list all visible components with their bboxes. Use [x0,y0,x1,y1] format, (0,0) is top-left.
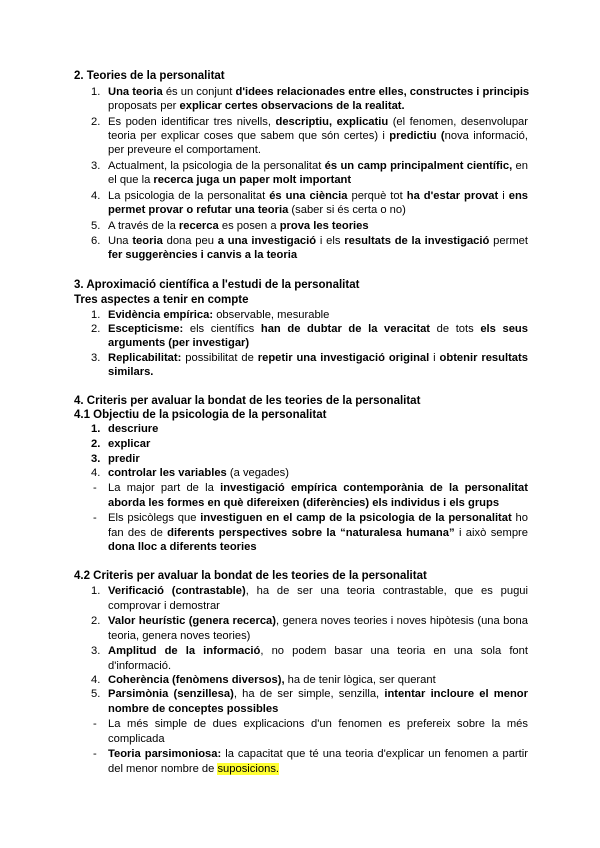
bold-run: obtenir resultats [439,352,528,364]
section-3-subtitle: Tres aspectes a tenir en compte [74,294,249,306]
section-3-heading: 3. Aproximació científica a l'estudi de la personalitat [74,279,360,291]
text-run: comprovar i demostrar [108,600,220,612]
text-run: (a vegades) [226,467,289,479]
criterion-3-line-1 [108,645,528,657]
criterion-1-line-2 [108,600,220,612]
dash-3-mark: - [93,718,97,730]
s3-item-2-line-2 [108,337,249,349]
s2-item-4-line-1 [108,190,528,202]
s3-item-2-line-1 [108,323,528,335]
s2-item-6-line-1 [108,235,528,247]
text-run: observable, mesurable [213,309,330,321]
text-run: fan des de [108,527,168,539]
s2-item-2-line-1 [108,116,528,128]
bold-run: descriure [108,423,159,435]
bold-run: investigació empírica contemporània de la personalitat [220,482,528,494]
text-run: el que la [108,174,154,186]
bold-run: han de dubtar de la veracitat [260,323,431,335]
section-4-1-heading: 4.1 Objectiu de la psicologia de la personalitat [74,409,327,421]
bold-run: predictiu ( [389,130,445,142]
s2-item-2-line-3 [108,144,261,156]
text-run: per preveure el comportament. [108,144,261,156]
criterion-5-line-1 [108,688,528,700]
highlighted-word: suposicions. [217,763,280,775]
bold-run: similars. [108,366,154,378]
text-run: i això sempre [454,527,529,539]
dash-4-line-2 [108,763,279,775]
text-run: proposats per [108,100,180,112]
text-run: ho [511,512,528,524]
text-run: (saber si és certa o no) [288,204,406,216]
bold-run: Valor heurístic (genera recerca) [108,615,277,627]
bold-run: predir [108,453,140,465]
bold-run: permet provar o refutar una teoria [108,204,289,216]
bold-run: arguments (per investigar) [108,337,250,349]
dash-4-mark: - [93,748,97,760]
criterion-4-line-1 [108,674,436,686]
text-run: es posen a [218,220,280,232]
s2-item-3-line-1 [108,160,528,172]
text-run: i [498,190,509,202]
text-run: La major part de la [108,482,221,494]
bold-run: Una teoria [108,86,163,98]
s2-item-5-number: 5. [91,220,101,232]
text-run: la capacitat que té una teoria d'explicar un fenomen a partir [221,748,528,760]
bold-run: Coherència (fenòmens diversos), [108,674,285,686]
goal-1-number: 1. [91,423,101,435]
bold-run: investiguen en el camp de la psicologia de la personalitat [200,512,512,524]
text-run: , no podem basar una teoria en una sola font [260,645,528,657]
text-run: Els psicòlegs que [108,512,201,524]
s3-item-1-number: 1. [91,309,101,321]
s3-item-1-line-1 [108,309,329,321]
bold-run: controlar les variables [108,467,227,479]
s3-item-3-line-2 [108,366,153,378]
bold-run: d'idees relacionades entre elles, constructes i principis [235,86,530,98]
goal-2-number: 2. [91,438,101,450]
bold-run: explicar certes observacions de la realitat. [179,100,405,112]
bold-run: aborda les formes en què difereixen (diferències) els individus i els grups [108,497,500,509]
text-run: teoria, genera noves teories) [108,630,251,642]
bold-run: teoria [132,235,163,247]
text-run: possibilitat de [181,352,258,364]
text-run: i [429,352,440,364]
dash-3-line-2 [108,733,165,745]
bold-run: Verificació (contrastable) [108,585,246,597]
bold-run: recerca [178,220,219,232]
dash-4-line-2-text: del menor nombre de [108,763,218,775]
s2-item-1-number: 1. [91,86,101,98]
bold-run: dona lloc a diferents teories [108,541,257,553]
text-run: d'informació. [108,660,172,672]
bold-run: els seus [480,323,528,335]
text-run: i els [316,235,345,247]
s2-item-1-line-2 [108,100,405,112]
criterion-1-line-1 [108,585,528,597]
s2-item-2-line-2 [108,130,528,142]
criterion-3-number: 3. [91,645,101,657]
bold-run: repetir una investigació original [257,352,430,364]
text-run: de tots [430,323,481,335]
bold-run: resultats de la investigació [344,235,490,247]
bold-run: prova les teories [279,220,369,232]
goal-2-text [108,438,150,450]
dash-2-line-3 [108,541,257,553]
s2-item-4-number: 4. [91,190,101,202]
criterion-2-number: 2. [91,615,101,627]
dash-2-line-1 [108,512,528,524]
section-2-heading: 2. Teories de la personalitat [74,70,225,82]
text-run: , ha de ser una teoria contrastable, que es pugui [245,585,528,597]
goal-3-text [108,453,140,465]
bold-run: és un camp principalment científic, [324,160,513,172]
bold-run: explicar [108,438,151,450]
bold-run: descriptiu, explicatiu [275,116,389,128]
text-run: La psicologia de la personalitat [108,190,270,202]
text-run: en [512,160,528,172]
bold-run: intentar incloure el menor [384,688,528,700]
bold-run: a una investigació [217,235,317,247]
text-run: és un conjunt [162,86,236,98]
dash-4-line-1 [108,748,528,760]
text-run: Es poden identificar tres nivells, [108,116,276,128]
text-run: els científics [183,323,261,335]
text-run: , genera noves teories i noves hipòtesis (una bona [276,615,528,627]
bold-run: Amplitud de la informació [108,645,261,657]
text-run: (el fenomen, desenvolupar [388,116,528,128]
bold-run: nombre de conceptes possibles [108,703,279,715]
dash-2-mark: - [93,512,97,524]
text-run: ha de tenir lògica, ser querant [284,674,436,686]
section-4-heading: 4. Criteris per avaluar la bondat de les teories de la personalitat [74,395,421,407]
bold-run: Teoria parsimoniosa: [108,748,222,760]
s2-item-3-line-2 [108,174,351,186]
bold-run: Evidència empírica: [108,309,214,321]
text-run: Una [108,235,133,247]
bold-run: Parsimònia (senzillesa) [108,688,234,700]
dash-3-line-1 [108,718,528,730]
bold-run: és una ciència [269,190,348,202]
bold-run: ens [508,190,528,202]
goal-1-text [108,423,158,435]
text-run: A través de la [108,220,179,232]
s2-item-3-number: 3. [91,160,101,172]
text-run: La més simple de dues explicacions d'un fenomen es prefereix sobre la més [108,718,528,730]
s2-item-2-number: 2. [91,116,101,128]
text-run: , ha de ser simple, senzilla, [233,688,385,700]
bold-run: ha d'estar provat [406,190,499,202]
goal-4-text [108,467,289,479]
section-4-2-heading: 4.2 Criteris per avaluar la bondat de les teories de la personalitat [74,570,427,582]
s2-item-4-line-2 [108,204,406,216]
criterion-2-line-2 [108,630,250,642]
text-run: complicada [108,733,165,745]
goal-3-number: 3. [91,453,101,465]
text-run: nova informació, [444,130,528,142]
text-run: perquè tot [347,190,407,202]
criterion-1-number: 1. [91,585,101,597]
s2-item-1-line-1 [108,86,528,98]
dash-1-mark: - [93,482,97,494]
criterion-3-line-2 [108,660,171,672]
criterion-5-line-2 [108,703,278,715]
dash-1-line-1 [108,482,528,494]
s3-item-2-number: 2. [91,323,101,335]
s2-item-6-number: 6. [91,235,101,247]
s2-item-5-line-1 [108,220,369,232]
bold-run: Escepticisme: [108,323,184,335]
text-run: permet [489,235,528,247]
bold-run: Replicabilitat: [108,352,182,364]
goal-4-number: 4. [91,467,101,479]
bold-run: fer suggerències i canvis a la teoria [108,249,298,261]
s2-item-6-line-2 [108,249,297,261]
text-run: teoria per explicar coses que sabem que són certes) i [108,130,390,142]
s3-item-3-number: 3. [91,352,101,364]
bold-run: diferents perspectives sobre la “naturalesa humana” [167,527,455,539]
text-run: dona peu [162,235,218,247]
criterion-4-number: 4. [91,674,101,686]
text-run: Actualment, la psicologia de la personalitat [108,160,325,172]
bold-run: recerca juga un paper molt important [153,174,352,186]
criterion-5-number: 5. [91,688,101,700]
criterion-2-line-1 [108,615,528,627]
dash-1-line-2 [108,497,499,509]
dash-2-line-2 [108,527,528,539]
s3-item-3-line-1 [108,352,528,364]
